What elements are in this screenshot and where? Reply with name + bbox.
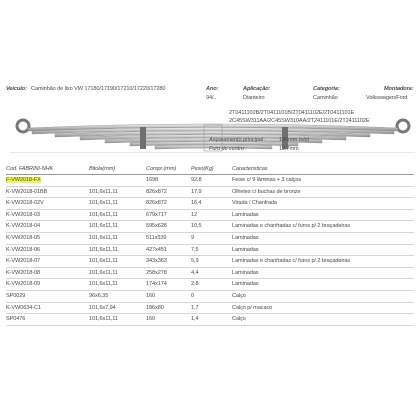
table-row [6,291,414,303]
cell-bitola: 101,6x7,94 [89,304,116,311]
cell-code: K-VW2018-07 [6,258,41,265]
cell-peso: 5,9 [191,258,199,265]
table-row [6,221,414,233]
cell-comprimento: 160 [146,292,156,299]
cell-code: SP0029 [6,292,26,299]
cell-code: K-VW2018-03 [6,211,41,218]
cell-code: K-VW2018-06 [6,246,41,253]
cell-code: K-VW2018-04 [6,223,41,230]
cell-comprimento: 511x539 [146,234,167,241]
cell-comprimento: 258x278 [146,269,167,276]
cell-peso: 92,8 [191,177,202,183]
cell-caracteristicas: Laminadas e chanfradas c/ furos p/ 2 braçadeiras [232,258,351,265]
cell-peso: 1,7 [191,304,199,311]
table-row [6,198,414,210]
table-row [6,210,414,222]
cell-code: F-VW2018-FX [6,177,41,183]
cell-bitola: 101,6x11,11 [89,188,118,195]
aplicacao-header: Aplicação: [243,86,271,92]
header-caracteristicas: Caracteristicas [232,166,268,172]
cell-comprimento: 1698 [146,177,159,183]
cell-bitola: 101,6x11,11 [89,223,118,230]
cell-code: K-VW2018-01BB [6,188,48,195]
cell-comprimento: 160 [146,316,156,323]
furo-value: 12,7mm [279,145,299,152]
cell-comprimento: 186x80 [146,304,164,311]
cell-comprimento: 174x174 [146,281,167,288]
montadora-value: Volkswagen/Ford [366,95,408,101]
cell-code: K-VW2018-02V [6,200,44,207]
header-peso: Peso(Kg) [191,166,214,172]
table-row [6,303,414,315]
header-code: Cod. FABRINI-NHK [6,166,54,172]
cell-caracteristicas: Feixe c/ 9 lâminas + 3 calços [232,177,302,183]
cell-caracteristicas: Calço p/ macaco [232,304,273,311]
cell-peso: 0 [191,292,195,299]
table-header [6,165,414,175]
cell-peso: 17,9 [191,188,202,195]
cell-bitola: 101,6x11,11 [89,200,118,207]
cell-comprimento: 679x717 [146,211,167,218]
cell-peso: 4,4 [191,269,199,276]
categoria-header: Categoria: [313,86,340,92]
table-row [6,245,414,257]
arqueamento-value: 196mm (s/p) [279,137,310,143]
cell-peso: 9 [191,234,195,241]
cell-code: K-VW2018-09 [6,281,41,288]
aplicacao-value: Dianteiro [243,95,265,101]
arqueamento-label: Arqueamento principal : [209,137,266,143]
cell-peso: 2,8 [191,281,199,288]
furo-label: Furo de centro : [209,145,247,152]
cell-caracteristicas: Virada / Chanfrada [232,200,278,207]
cell-code: K-VW0634-C1 [6,304,41,311]
table-row [6,268,414,280]
part-codes [229,110,419,126]
cell-caracteristicas: Olhetes c/ buchas de bronze [232,188,301,195]
cell-caracteristicas: Laminadas [232,281,259,288]
cell-peso: 7,5 [191,246,199,253]
cell-bitola: 101,6x11,11 [89,211,118,218]
cell-caracteristicas: Laminadas [232,269,259,276]
cell-bitola: 101,6x11,11 [89,258,118,265]
table-row [6,187,414,199]
table-body [6,175,414,326]
header-bitola: Bitola(mm) [89,166,116,172]
cell-comprimento: 826x872 [146,188,167,195]
cell-peso: 1,4 [191,316,199,323]
table-row [6,233,414,245]
cell-bitola: 101,6x11,11 [89,234,118,241]
parts-table [6,165,414,326]
cell-comprimento: 826x872 [146,200,167,207]
cell-bitola: 101,6x11,11 [89,269,118,276]
table-row [6,279,414,291]
vehicle-label: Veiculo: [6,86,27,92]
cell-bitola: 101,6x11,11 [89,246,118,253]
part-codes-line: 2C45SW311AA/2C45SW310AA/2T2411101E/2T2411102E [229,117,370,124]
cell-bitola: 96x6,35 [89,292,109,299]
cell-peso: 12 [191,211,198,218]
table-row [6,314,414,326]
cell-comprimento: 343x363 [146,258,167,265]
cell-caracteristicas: Calço [232,316,246,323]
categoria-value: Caminhão [313,95,338,101]
cell-code: K-VW2018-08 [6,269,41,276]
cell-peso: 10,5 [191,223,202,230]
montadora-header: Montadora: [384,86,414,92]
part-codes-line: 2T0411102B/2T0411101B/2T0411102E/2T0411101E [229,110,355,116]
cell-caracteristicas: Laminadas [232,246,259,253]
cell-bitola: 101,6x11,11 [89,281,118,288]
cell-caracteristicas: Calço [232,292,246,299]
cell-comprimento: 427x451 [146,246,167,253]
ano-value: 94/.. [206,95,217,101]
cell-caracteristicas: Laminadas [232,211,259,218]
cell-code: K-VW2018-05 [6,234,41,241]
header-comprimento: Compr.(mm) [146,166,177,172]
table-row [6,256,414,268]
cell-comprimento: 595x628 [146,223,167,230]
table-row [6,175,414,187]
cell-peso: 16,4 [191,200,202,207]
vehicle-value: Caminhão de lixo VW 17180/17190/17210/17220/17280 [31,86,166,92]
ano-header: Ano: [206,86,219,92]
cell-code: SP0476 [6,316,26,323]
cell-caracteristicas: Laminadas [232,234,259,241]
cell-bitola: 101,6x11,11 [89,316,118,323]
cell-caracteristicas: Laminadas e chanfradas c/ furos p/ 2 braçadeiras [232,223,351,230]
